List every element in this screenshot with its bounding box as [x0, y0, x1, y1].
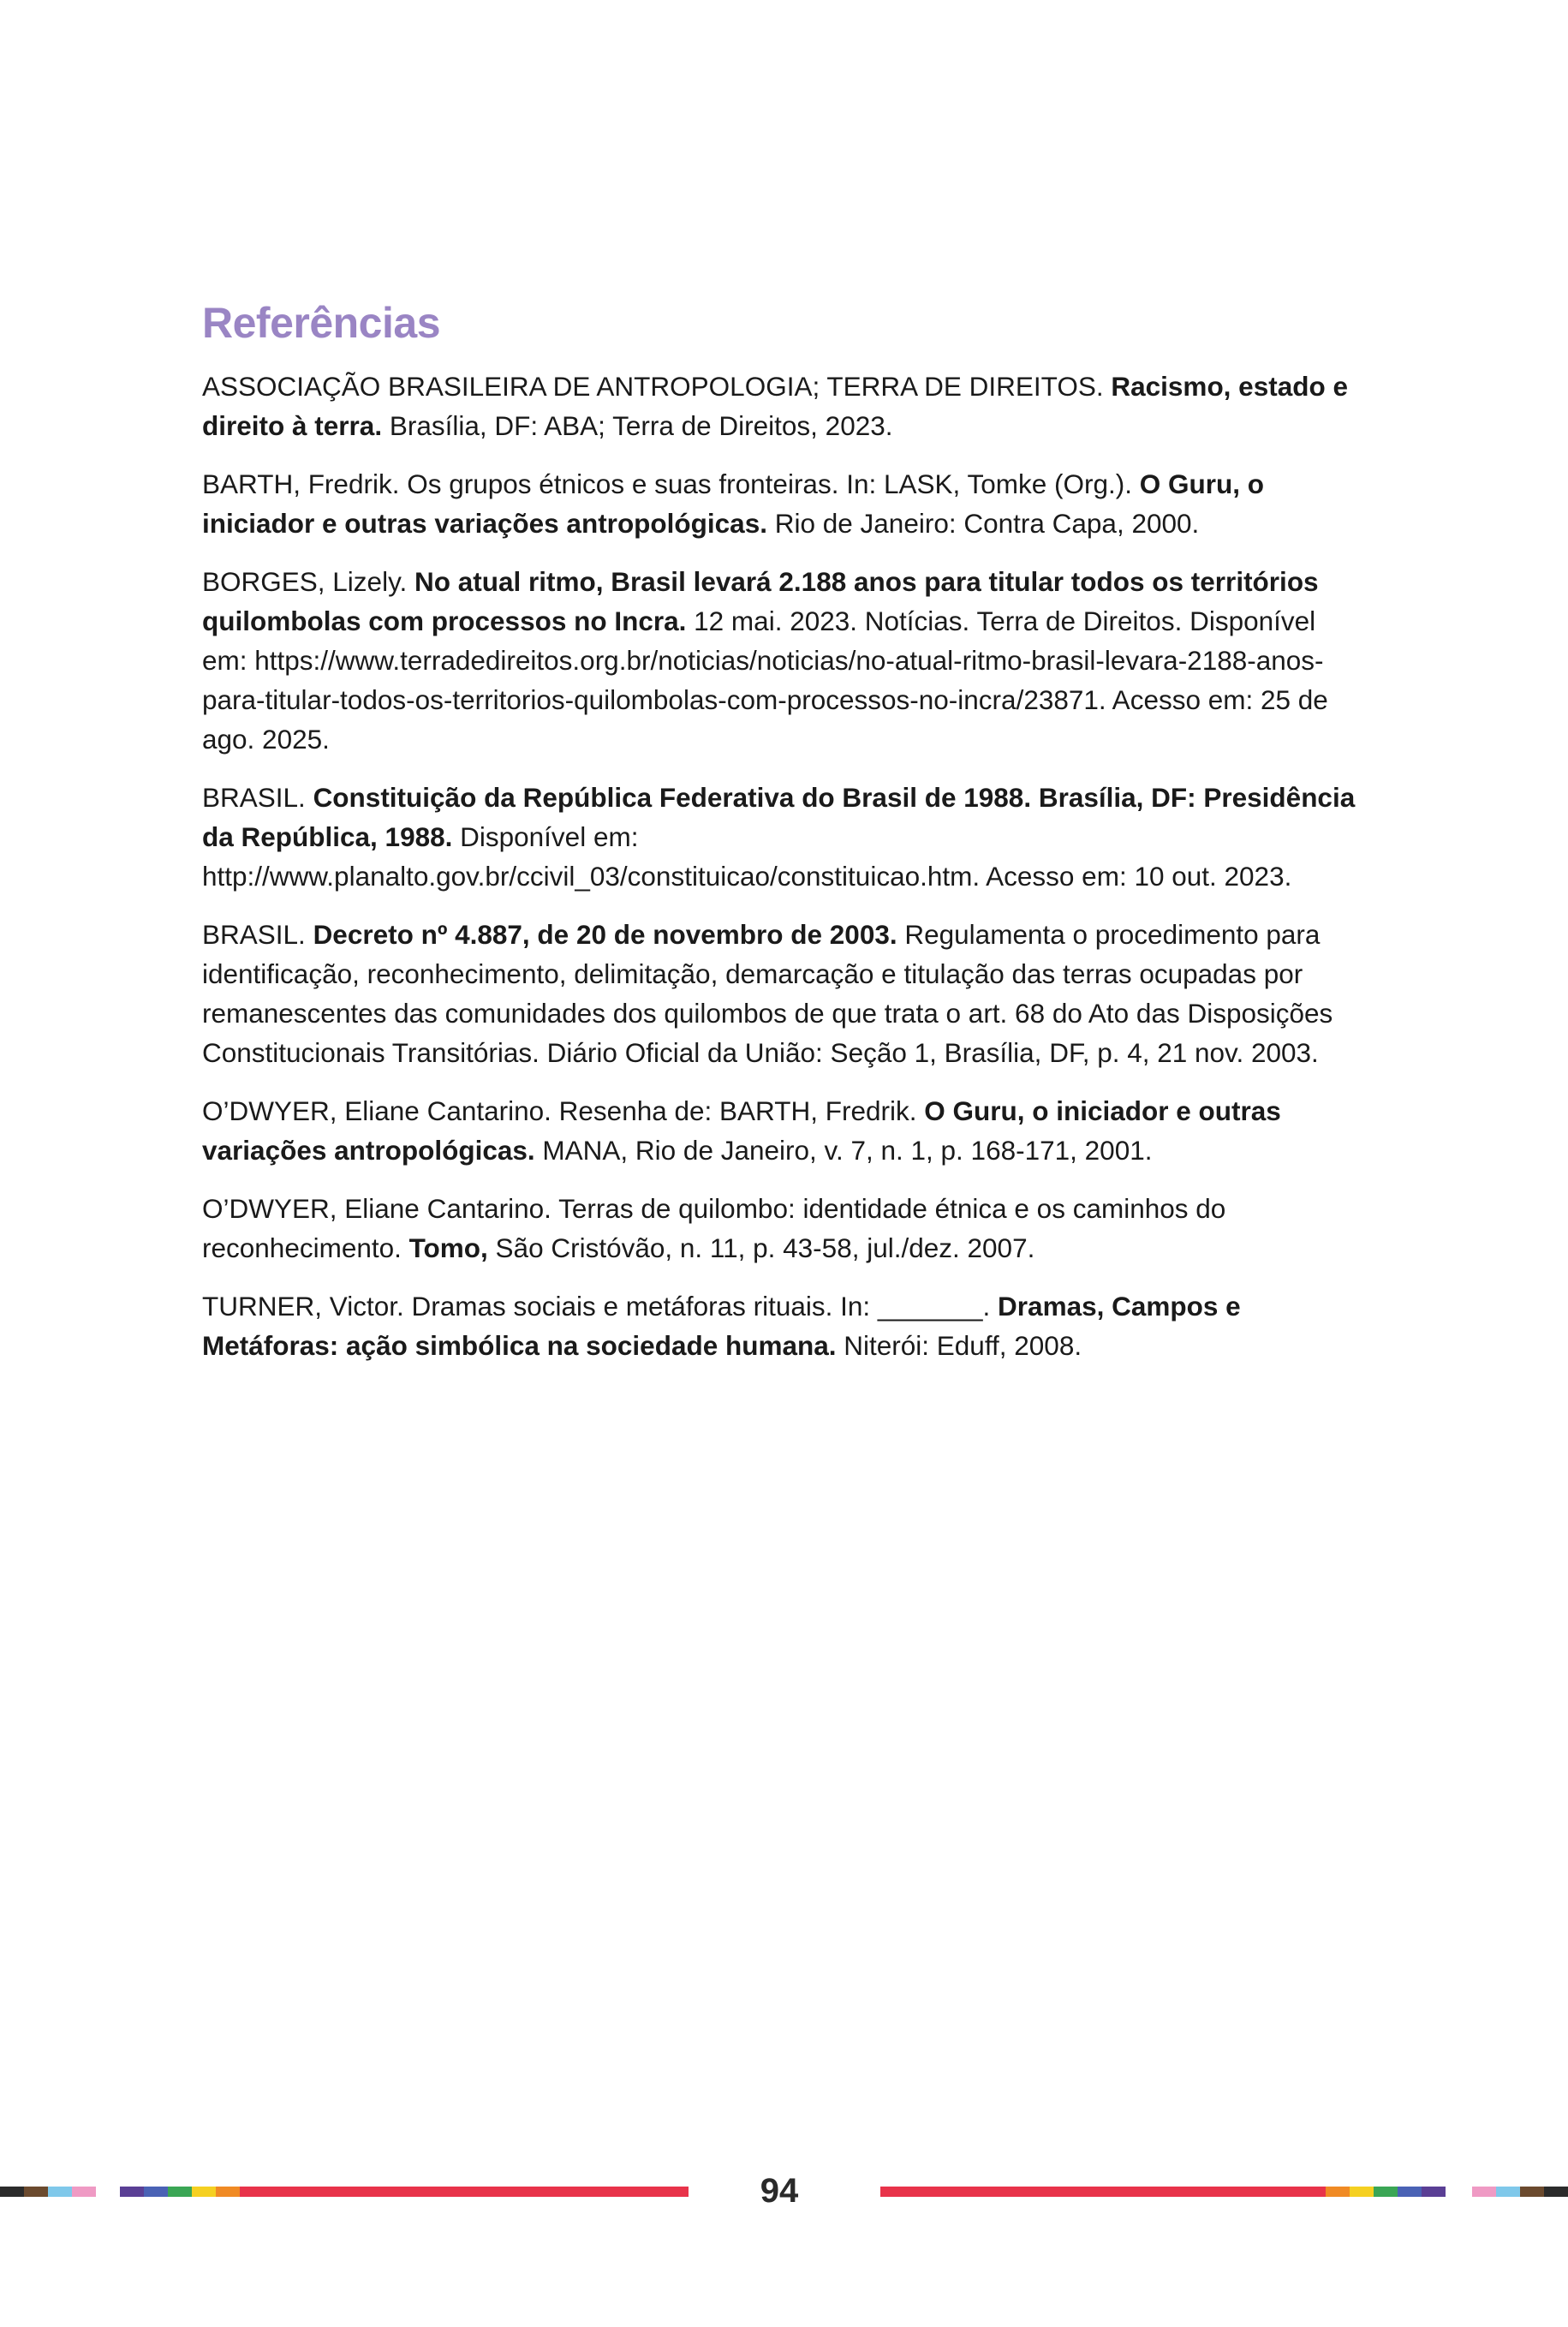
stripe-left-2	[24, 2187, 48, 2197]
reference-title: O Guru, o iniciador e outras variações antropológicas.	[202, 1095, 1281, 1166]
reference-entry	[202, 562, 1367, 759]
stripe-right-1	[1326, 2187, 1350, 2197]
stripe-left-7	[168, 2187, 192, 2197]
reference-text: Niterói: Eduff, 2008.	[836, 1330, 1082, 1361]
reference-list	[202, 367, 1367, 1365]
reference-text: 12 mai. 2023. Notícias. Terra de Direitos. Disponível em: https://www.terradedireitos.org.br/noticias/noticias/no-atual-ritmo-brasil-levara-2188-anos-para-titular-todos-os-territorios-quilombolas-com-processos-no-incra/23871. Acesso em: 25 de ago. 2025.	[202, 606, 1328, 755]
reference-text: O’DWYER, Eliane Cantarino. Terras de quilombo: identidade étnica e os caminhos do reconhecimento.	[202, 1193, 1226, 1263]
reference-title: O Guru, o iniciador e outras variações antropológicas.	[202, 468, 1264, 539]
reference-text: MANA, Rio de Janeiro, v. 7, n. 1, p. 168-171, 2001.	[534, 1135, 1153, 1166]
reference-text: BORGES, Lizely.	[202, 566, 414, 597]
page-content	[202, 298, 1367, 1384]
page-number: 94	[760, 2172, 799, 2210]
reference-entry	[202, 1189, 1367, 1268]
reference-text: ASSOCIAÇÃO BRASILEIRA DE ANTROPOLOGIA; TERRA DE DIREITOS.	[202, 371, 1112, 402]
reference-entry	[202, 915, 1367, 1072]
section-heading: Referências	[202, 299, 440, 347]
stripe-left-3	[48, 2187, 72, 2197]
reference-text: São Cristóvão, n. 11, p. 43-58, jul./dez. 2007.	[487, 1232, 1035, 1263]
reference-title: Dramas, Campos e Metáforas: ação simbólica na sociedade humana.	[202, 1291, 1241, 1361]
reference-text: Rio de Janeiro: Contra Capa, 2000.	[766, 508, 1200, 539]
reference-text: BRASIL.	[202, 919, 313, 950]
stripe-left-1	[0, 2187, 24, 2197]
reference-text: BRASIL.	[202, 782, 313, 813]
stripe-right-3	[1374, 2187, 1398, 2197]
stripe-right-8	[1520, 2187, 1544, 2197]
stripe-left-5	[120, 2187, 144, 2197]
reference-entry	[202, 1286, 1367, 1365]
stripe-right-9	[1544, 2187, 1568, 2197]
stripe-left-6	[144, 2187, 168, 2197]
stripe-left-4	[72, 2187, 96, 2197]
reference-title: No atual ritmo, Brasil levará 2.188 anos para titular todos os territórios quilombolas com processos no Incra.	[202, 566, 1319, 636]
reference-text: Disponível em: http://www.planalto.gov.br/ccivil_03/constituicao/constituicao.htm. Acesso em: 10 out. 2023.	[202, 821, 1292, 892]
reference-entry	[202, 464, 1367, 543]
reference-text: O’DWYER, Eliane Cantarino. Resenha de: BARTH, Fredrik.	[202, 1095, 925, 1126]
reference-text: Brasília, DF: ABA; Terra de Direitos, 2023.	[382, 410, 893, 441]
reference-title: Decreto nº 4.887, de 20 de novembro de 2003.	[313, 919, 897, 950]
reference-title: Racismo, estado e direito à terra.	[202, 371, 1348, 441]
reference-text: Regulamenta o procedimento para identificação, reconhecimento, delimitação, demarcação e titulação das terras ocupadas por remanescentes das comunidades dos quilombos de que trata o art. 68 do Ato das Disposições Constitucionais Transitórias. Diário Oficial da União: Seção 1, Brasília, DF, p. 4, 21 nov. 2003.	[202, 919, 1333, 1068]
stripe-right-7	[1496, 2187, 1520, 2197]
reference-entry	[202, 367, 1367, 445]
reference-text: BARTH, Fredrik. Os grupos étnicos e suas fronteiras. In: LASK, Tomke (Org.).	[202, 468, 1140, 499]
stripe-left-9	[216, 2187, 240, 2197]
stripe-right-6	[1472, 2187, 1496, 2197]
reference-title: Tomo,	[408, 1232, 488, 1263]
reference-title: Constituição da República Federativa do Brasil de 1988. Brasília, DF: Presidência da República, 1988.	[202, 782, 1356, 852]
stripe-left-8	[192, 2187, 216, 2197]
reference-entry	[202, 1091, 1367, 1170]
stripe-right-4	[1398, 2187, 1422, 2197]
reference-entry	[202, 778, 1367, 896]
stripe-right-5	[1422, 2187, 1446, 2197]
reference-text: TURNER, Victor. Dramas sociais e metáforas rituais. In: _______.	[202, 1291, 999, 1322]
page-footer	[0, 2172, 1568, 2210]
stripe-right-2	[1350, 2187, 1374, 2197]
accent-bar-left	[240, 2187, 689, 2197]
accent-bar-right	[880, 2187, 1326, 2197]
